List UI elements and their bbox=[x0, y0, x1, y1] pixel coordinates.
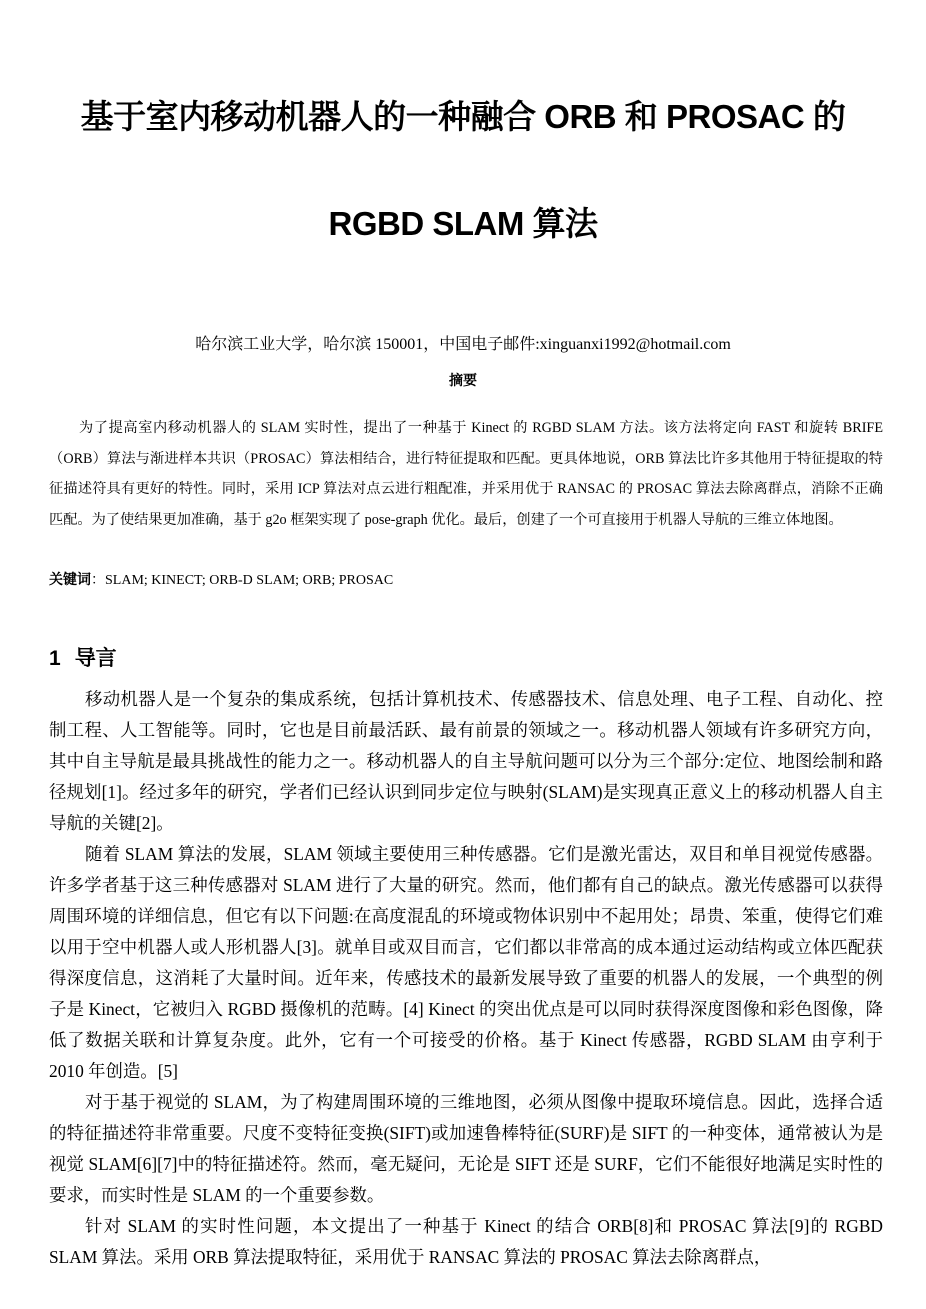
paragraph: 针对 SLAM 的实时性问题，本文提出了一种基于 Kinect 的结合 ORB[8]和 PROSAC 算法[9]的 RGBD SLAM 算法。采用 ORB 算法提取特征，采用优于 RANSAC 算法的 PROSAC 算法去除离群点， bbox=[49, 1216, 883, 1267]
section-number: 1 bbox=[49, 647, 61, 670]
paper-title-line-2: RGBD SLAM 算法 bbox=[328, 205, 598, 242]
abstract-heading: 摘要 bbox=[449, 372, 477, 388]
keywords-label: 关键词 bbox=[49, 571, 91, 587]
keywords-list: SLAM; KINECT; ORB-D SLAM; ORB; PROSAC bbox=[105, 573, 394, 588]
keywords bbox=[49, 567, 883, 593]
abstract-text: 为了提高室内移动机器人的 SLAM 实时性，提出了一种基于 Kinect 的 RGBD SLAM 方法。该方法将定向 FAST 和旋转 BRIFE（ORB）算法与渐进样本共识（PROSAC）算法相结合，进行特征提取和匹配。更具体地说，ORB 算法比许多其他用于特征提取的特征描述符具有更好的特性。同时，采用 ICP 算法对点云进行粗配准，并采用优于 RANSAC 的 PROSAC 算法去除离群点，消除不正确匹配。为了使结果更加准确，基于 g2o 框架实现了 pose-graph 优化。最后，创建了一个可直接用于机器人导航的三维立体地图。 bbox=[49, 420, 883, 528]
paper-title-line-1: 基于室内移动机器人的一种融合 ORB 和 PROSAC 的 bbox=[80, 98, 846, 135]
paragraph: 随着 SLAM 算法的发展，SLAM 领域主要使用三种传感器。它们是激光雷达，双目和单目视觉传感器。许多学者基于这三种传感器对 SLAM 进行了大量的研究。然而，他们都有自己的缺点。激光传感器可以获得周围环境的详细信息，但它有以下问题:在高度混乱的环境或物体识别中不起用处；昂贵、笨重，使得它们难以用于空中机器人或人形机器人[3]。就单目或双目而言，它们都以非常高的成本通过运动结构或立体匹配获得深度信息，这消耗了大量时间。近年来，传感技术的最新发展导致了重要的机器人的发展，一个典型的例子是 Kinect，它被归入 RGBD 摄像机的范畴。[4] Kinect 的突出优点是可以同时获得深度图像和彩色图像，降低了数据关联和计算复杂度。此外，它有一个可接受的价格。基于 Kinect 传感器，RGBD SLAM 由亨利于 2010 年创造。[5] bbox=[49, 844, 883, 1081]
section-title: 导言 bbox=[74, 647, 117, 670]
section-body bbox=[49, 684, 883, 1273]
paragraph: 对于基于视觉的 SLAM，为了构建周围环境的三维地图，必须从图像中提取环境信息。因此，选择合适的特征描述符非常重要。尺度不变特征变换(SIFT)或加速鲁棒特征(SURF)是 SIFT 的一种变体，通常被认为是视觉 SLAM[6][7]中的特征描述符。然而，毫无疑问，无论是 SIFT 还是 SURF，它们不能很好地满足实时性的要求，而实时性是 SLAM 的一个重要参数。 bbox=[49, 1092, 883, 1205]
paragraph: 移动机器人是一个复杂的集成系统，包括计算机技术、传感器技术、信息处理、电子工程、自动化、控制工程、人工智能等。同时，它也是目前最活跃、最有前景的领域之一。移动机器人领域有许多研究方向，其中自主导航是最具挑战性的能力之一。移动机器人的自主导航问题可以分为三个部分:定位、地图绘制和路径规划[1]。经过多年的研究，学者们已经认识到同步定位与映射(SLAM)是实现真正意义上的移动机器人自主导航的关键[2]。 bbox=[49, 689, 883, 833]
author-affiliation: 哈尔滨工业大学，哈尔滨 150001，中国电子邮件:xinguanxi1992@hotmail.com bbox=[195, 336, 731, 353]
section-heading bbox=[49, 644, 883, 674]
keywords-separator: ： bbox=[91, 573, 105, 588]
